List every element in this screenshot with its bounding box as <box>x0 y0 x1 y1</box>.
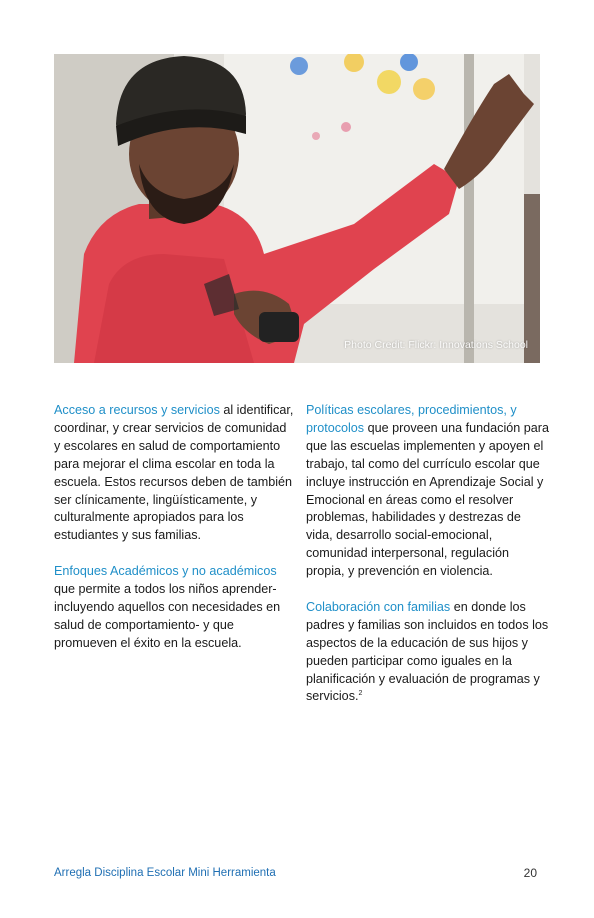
highlight-family-collaboration: Colaboración con familias <box>306 599 451 614</box>
text-school-policies: que proveen una fundación para que las escuelas implementen y apoyen el trabajo, tal como del currículo escolar que incluye instrucción en Aprendizaje Social y Emocional en áreas como el resolver problemas, habilidades y destrezas de vida, desarrollo social-emocional, comunidad interpersonal, regulación propia, y prevención en violencia. <box>306 420 549 579</box>
footnote-marker: 2 <box>358 690 363 698</box>
paragraph-access-resources <box>54 402 294 545</box>
right-column <box>306 402 551 724</box>
photo-illustration <box>54 54 540 363</box>
photo-credit: Photo Credit: Flickr: Innovations School <box>344 339 528 351</box>
page-number: 20 <box>523 866 537 880</box>
text-access-resources: al identificar, coordinar, y crear servicios de comunidad y escolares en salud de comportamiento para mejorar el clima escolar en toda la escuela. Estos recursos deben de también ser clínicamente, lingüísticamente, y culturalmente apropiados para los estudiantes y sus familias. <box>54 403 294 543</box>
header-photo <box>54 54 540 363</box>
text-academic-approaches: que permite a todos los niños aprender- incluyendo aquellos con necesidades en salud de comportamiento- y que promueven el éxito en la escuela. <box>54 582 281 650</box>
paragraph-school-policies <box>306 402 551 581</box>
paragraph-academic-approaches <box>54 563 294 653</box>
highlight-access-resources: Acceso a recursos y servicios <box>54 403 220 417</box>
footer-title: Arregla Disciplina Escolar Mini Herramienta <box>54 867 276 879</box>
left-column <box>54 402 294 671</box>
paragraph-family-collaboration <box>306 599 551 706</box>
text-family-collaboration: en donde los padres y familias son incluidos en todos los aspectos de la educación de sus hijos y pueden participar como iguales en la planificación y evaluación de programas y servicios. <box>306 599 549 704</box>
highlight-academic-approaches: Enfoques Académicos y no académicos <box>54 564 277 579</box>
highlight-school-policies: Políticas escolares, procedimientos, y protocolos <box>306 403 517 435</box>
